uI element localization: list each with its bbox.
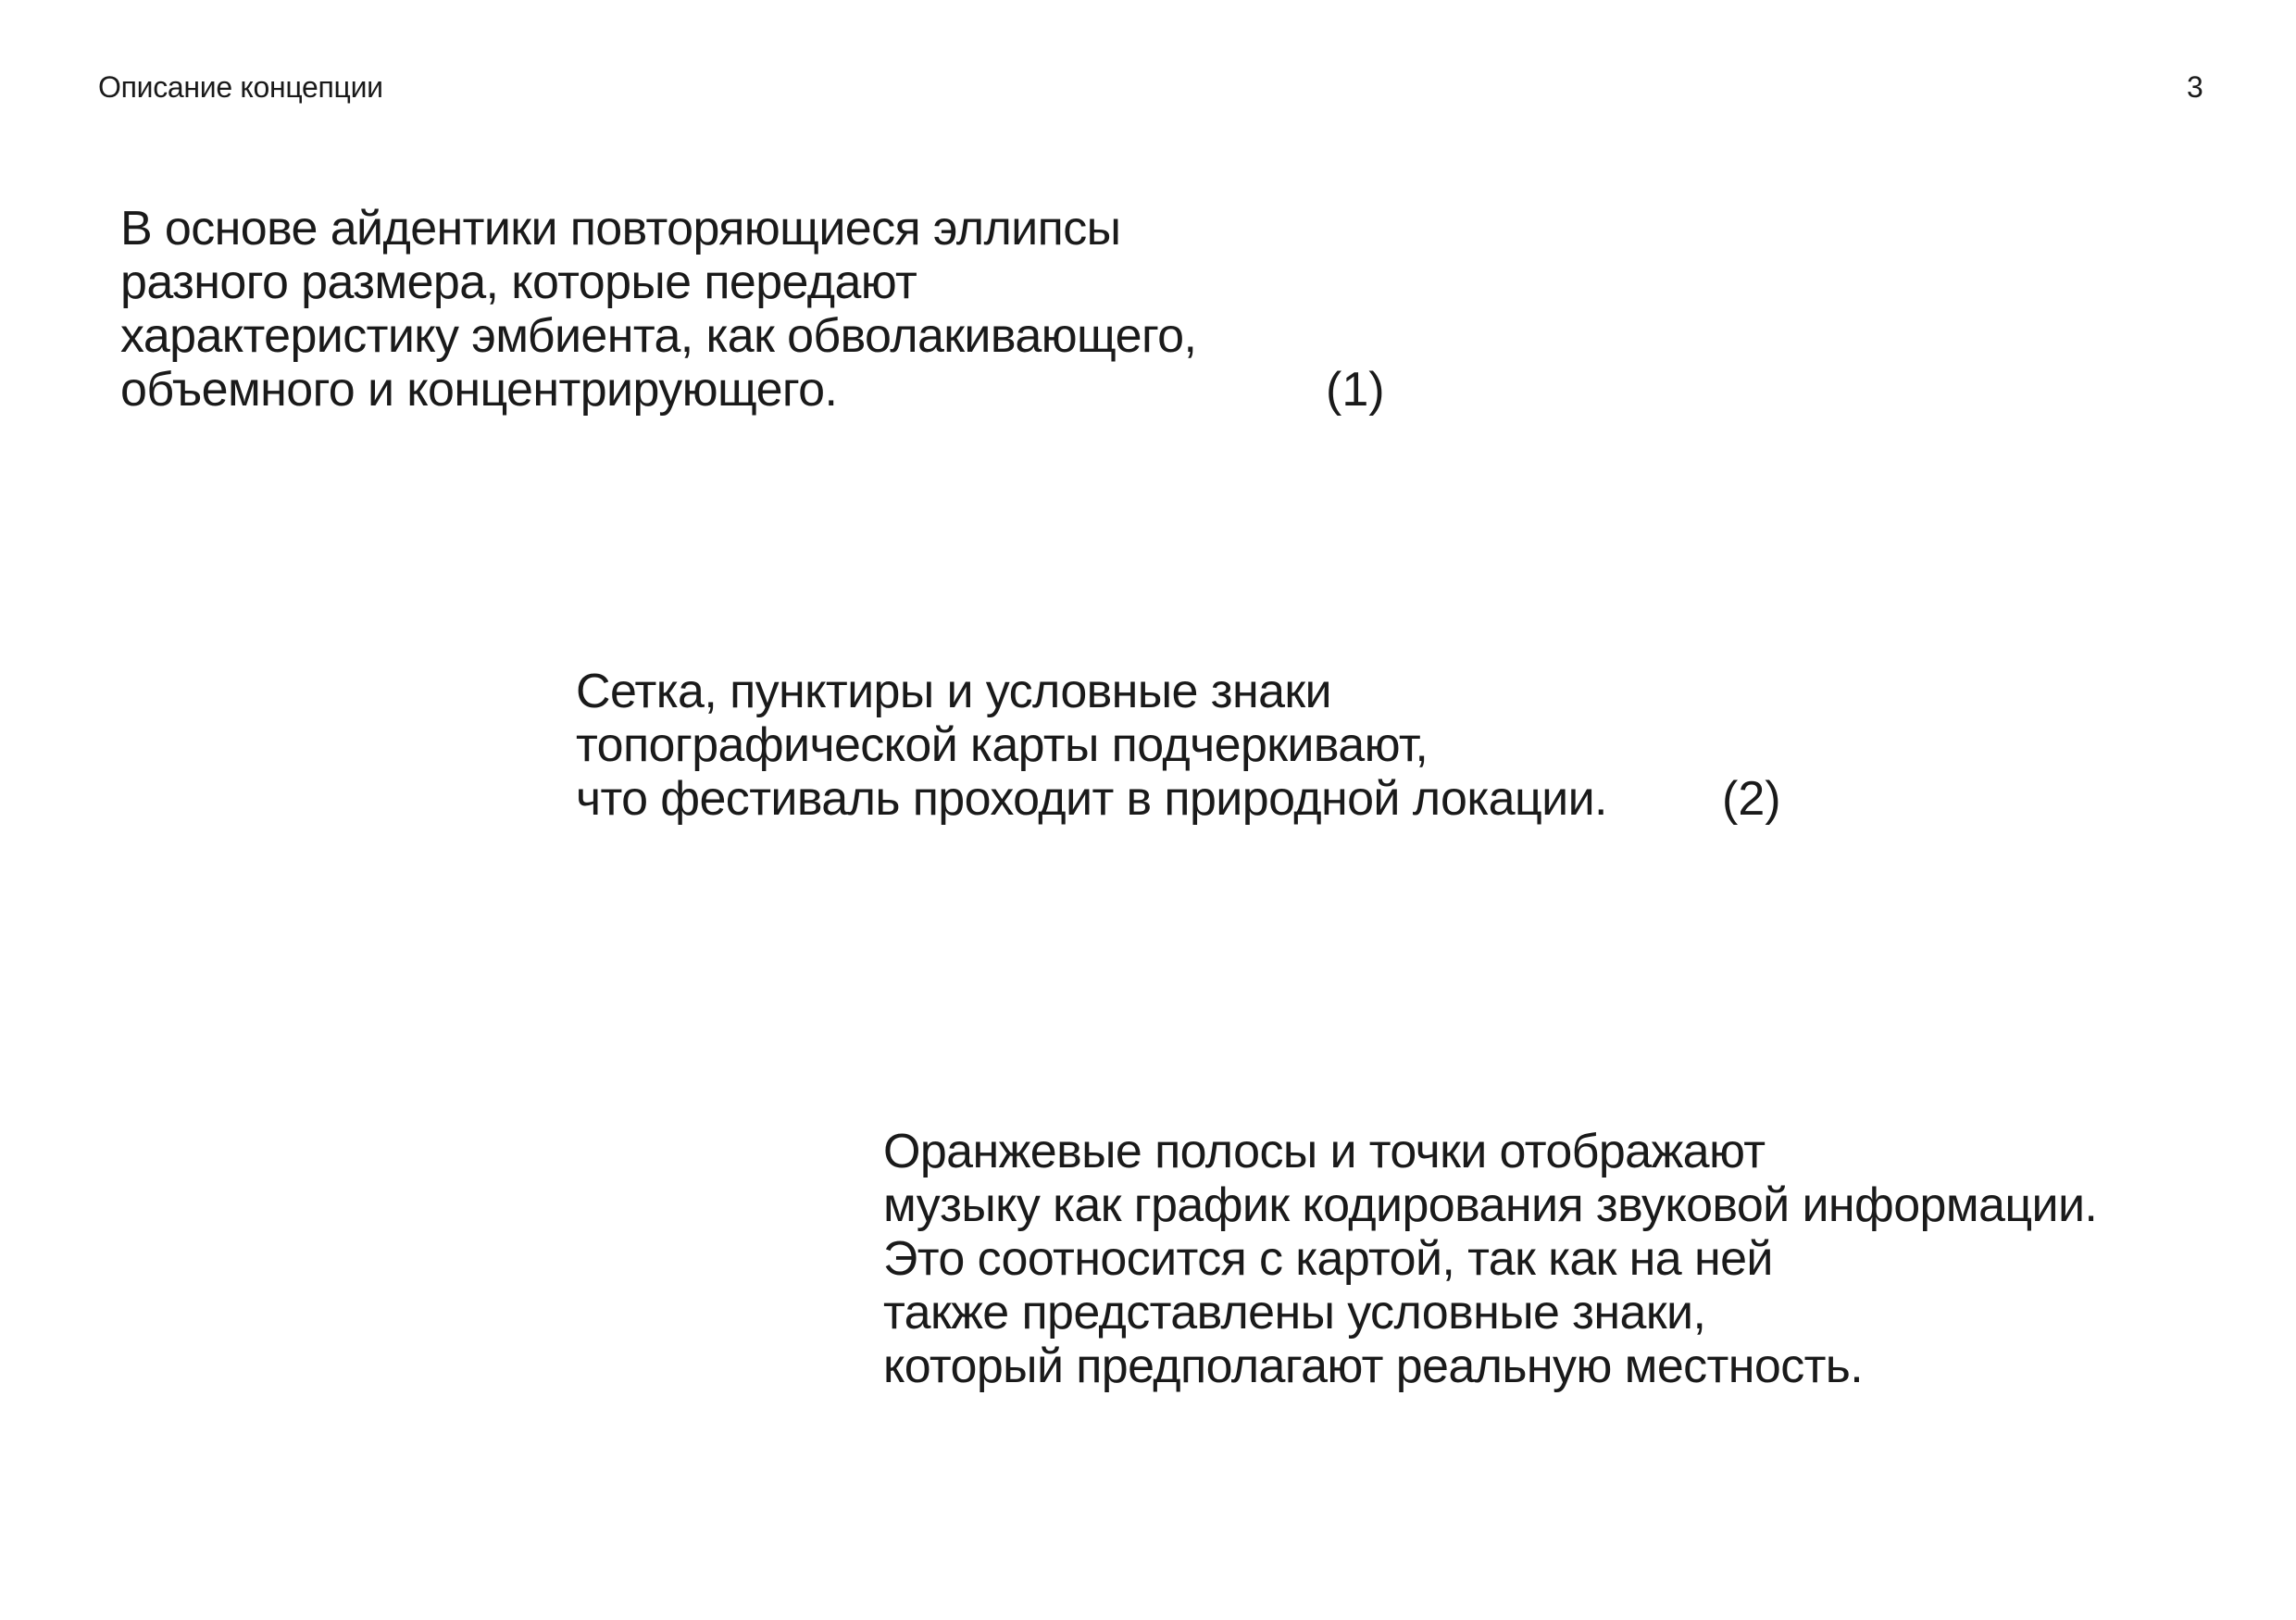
paragraph-line: Это соотносится с картой, так как на ней xyxy=(883,1232,1773,1286)
paragraph-line: что фестиваль проходит в природной локации. xyxy=(576,772,1607,826)
page-title: Описание концепции xyxy=(98,70,383,104)
page-number: 3 xyxy=(2187,70,2203,104)
paragraph-number-2: (2) xyxy=(1722,772,1781,826)
paragraph-line: топографической карты подчеркивают, xyxy=(576,718,1429,772)
paragraph-line: объемного и концентрирующего. xyxy=(120,363,838,417)
concept-paragraph-2 xyxy=(576,665,1607,826)
paragraph-line: также представлены условные знаки, xyxy=(883,1286,1706,1340)
paragraph-line: который предполагают реальную местность. xyxy=(883,1340,1864,1393)
paragraph-line: В основе айдентики повторяющиеся эллипсы xyxy=(120,202,1121,255)
paragraph-line: характеристику эмбиента, как обволакивающего, xyxy=(120,309,1197,363)
concept-paragraph-1 xyxy=(120,202,1196,417)
paragraph-line: музыку как график кодирования звуковой информации. xyxy=(883,1178,2098,1232)
paragraph-line: Оранжевые полосы и точки отображают xyxy=(883,1125,1766,1178)
concept-paragraph-3 xyxy=(883,1125,2097,1393)
paragraph-line: Сетка, пунктиры и условные знаки xyxy=(576,665,1331,718)
paragraph-number-1: (1) xyxy=(1326,363,1385,417)
paragraph-line: разного размера, которые передают xyxy=(120,255,917,309)
